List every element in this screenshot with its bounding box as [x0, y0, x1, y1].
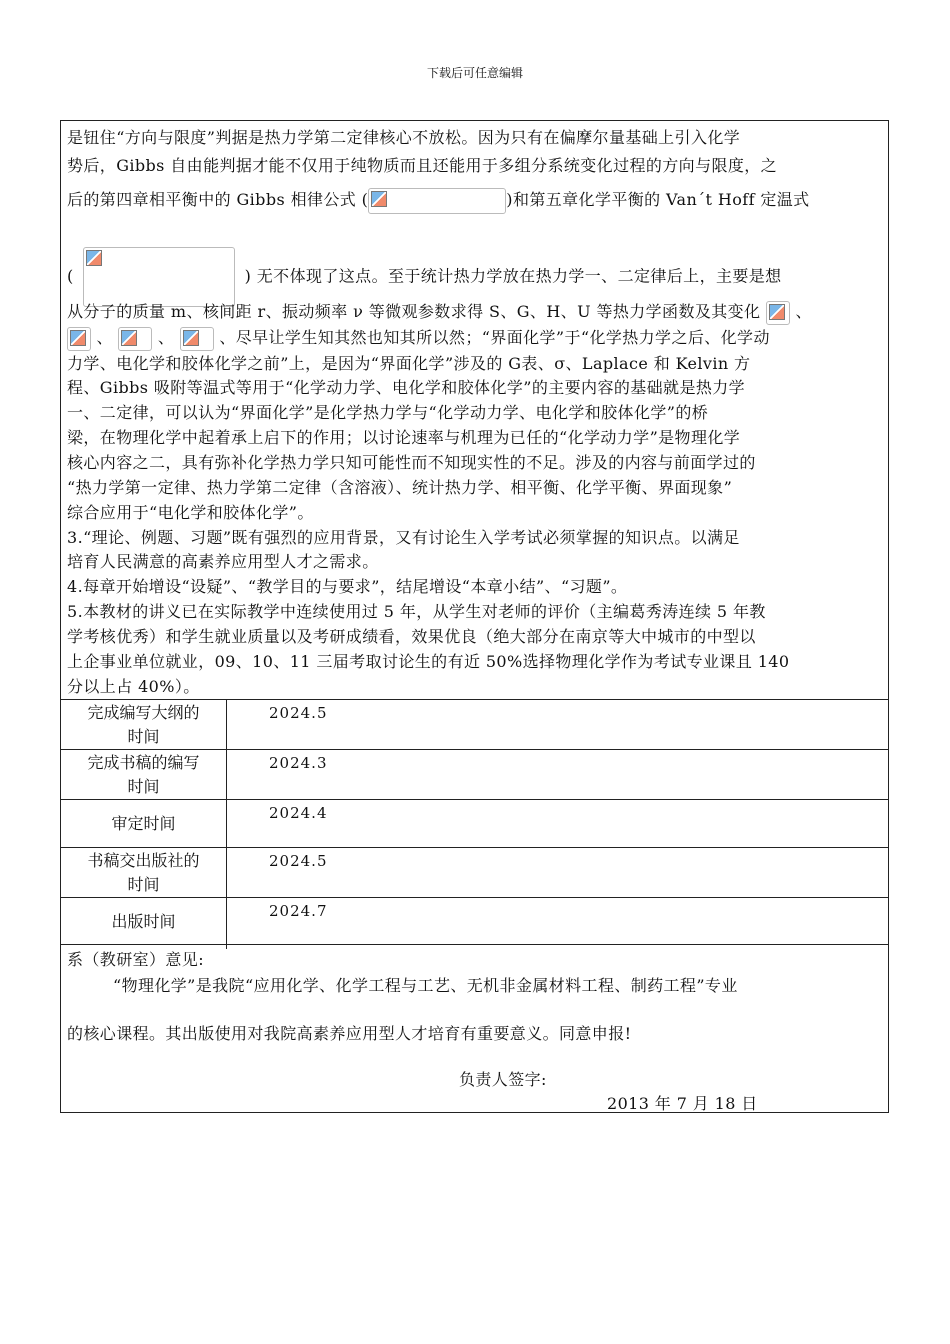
body-line: 是钮住“方向与限度”判据是热力学第二定律核心不放松。因为只有在偏摩尔量基础上引入化学 [67, 128, 741, 147]
body-text: ) 无不体现了这点。至于统计热力学放在热力学一、二定律后上，主要是想 [244, 266, 782, 286]
body-line: 势后，Gibbs 自由能判据才能不仅用于纯物质而且还能用于多组分系统变化过程的方向与限度，之 [67, 156, 778, 175]
table-column-divider [226, 699, 227, 949]
body-line [67, 325, 882, 351]
formula-image [67, 327, 91, 351]
table-divider [61, 799, 888, 800]
row-value: 2024.7 [269, 902, 328, 920]
table-divider [61, 699, 888, 700]
body-line: 力学、电化学和胶体化学之前”上，是因为“界面化学”涉及的 G表、σ、Laplace 和 Kelvin 方 [67, 354, 751, 373]
body-line: 3.“理论、例题、习题”既有强烈的应用背景，又有讨论生入学考试必须掌握的知识点。以满足 [67, 528, 740, 547]
body-line: 培育人民满意的高素养应用型人才之需求。 [67, 552, 379, 571]
opinion-text: “物理化学”是我院“应用化学、化学工程与工艺、无机非金属材料工程、制药工程”专业 [113, 976, 738, 995]
body-line: “热力学第一定律、热力学第二定律（含溶液）、统计热力学、相平衡、化学平衡、界面现象” [67, 478, 733, 497]
body-line: 核心内容之二，具有弥补化学热力学只知可能性而不知现实性的不足。涉及的内容与前面学过的 [67, 453, 756, 472]
table-divider [61, 847, 888, 848]
separator-text: 、 [157, 328, 175, 347]
formula-image [180, 327, 214, 351]
separator-text: 、 [795, 302, 812, 321]
broken-image-icon [371, 191, 387, 207]
row-label: 书稿交出版社的 时间 [87, 851, 200, 894]
broken-image-icon [183, 330, 199, 346]
table-divider [61, 897, 888, 898]
row-label: 完成编写大纲的 时间 [87, 703, 200, 746]
application-form [60, 120, 889, 1113]
body-text: )和第五章化学平衡的 Van´t Hoff 定温式 [506, 190, 810, 209]
table-divider [61, 944, 888, 945]
row-label: 出版时间 [111, 912, 176, 931]
row-label: 完成书稿的编写 时间 [87, 753, 200, 796]
body-line: 学考核优秀）和学生就业质量以及考研成绩看，效果优良（绝大部分在南京等大中城市的中型以 [67, 627, 756, 646]
body-line: 综合应用于“电化学和胶体化学”。 [67, 503, 314, 522]
signature-label: 负责人签字: [459, 1070, 547, 1089]
formula-image [368, 188, 506, 214]
body-text: 从分子的质量 m、核间距 r、振动频率 ν 等微观参数求得 S、G、H、U 等热力学函数及其变化 [67, 302, 761, 321]
formula-image [766, 301, 790, 325]
body-line: 5.本教材的讲义已在实际教学中连续使用过 5 年，从学生对老师的评价（主编葛秀涛连续 5 年教 [67, 602, 766, 621]
body-line: 一、二定律，可以认为“界面化学”是化学热力学与“化学动力学、电化学和胶体化学”的桥 [67, 403, 709, 422]
body-text: 后的第四章相平衡中的 Gibbs 相律公式 ( [67, 190, 369, 209]
row-label: 审定时间 [111, 814, 176, 833]
body-line: 程、Gibbs 吸附等温式等用于“化学动力学、电化学和胶体化学”的主要内容的基础就是热力学 [67, 378, 746, 397]
body-line: 梁，在物理化学中起着承上启下的作用；以讨论速率与机理为已任的“化学动力学”是物理化学 [67, 428, 741, 447]
body-line [67, 187, 882, 214]
broken-image-icon [86, 250, 102, 266]
formula-image [118, 327, 152, 351]
body-line [67, 247, 882, 307]
body-line: 分以上占 40%）。 [67, 677, 200, 696]
row-value: 2024.3 [269, 754, 328, 772]
row-value: 2024.4 [269, 804, 328, 822]
header-note: 下载后可任意编辑 [426, 66, 523, 80]
row-value: 2024.5 [269, 852, 328, 870]
separator-text: 、 [96, 328, 113, 347]
broken-image-icon [121, 330, 137, 346]
body-line: 4.每章开始增设“设疑”、“教学目的与要求”，结尾增设“本章小结”、“习题”。 [67, 577, 628, 596]
body-line [67, 299, 882, 325]
row-value: 2024.5 [269, 704, 328, 722]
broken-image-icon [769, 304, 785, 320]
opinion-text: 的核心课程。其出版使用对我院高素养应用型人才培育有重要意义。同意申报! [67, 1024, 632, 1043]
body-line: 上企事业单位就业，09、10、11 三届考取讨论生的有近 50%选择物理化学作为考试专业课且 140 [67, 652, 790, 671]
signature-date: 2013 年 7 月 18 日 [607, 1094, 758, 1113]
table-divider [61, 749, 888, 750]
body-text: 、尽早让学生知其然也知其所以然；“界面化学”于“化学热力学之后、化学动 [219, 328, 770, 347]
formula-image [83, 247, 235, 307]
opinion-heading: 系（教研室）意见: [67, 950, 204, 969]
broken-image-icon [70, 330, 86, 346]
body-text: ( [67, 266, 74, 286]
